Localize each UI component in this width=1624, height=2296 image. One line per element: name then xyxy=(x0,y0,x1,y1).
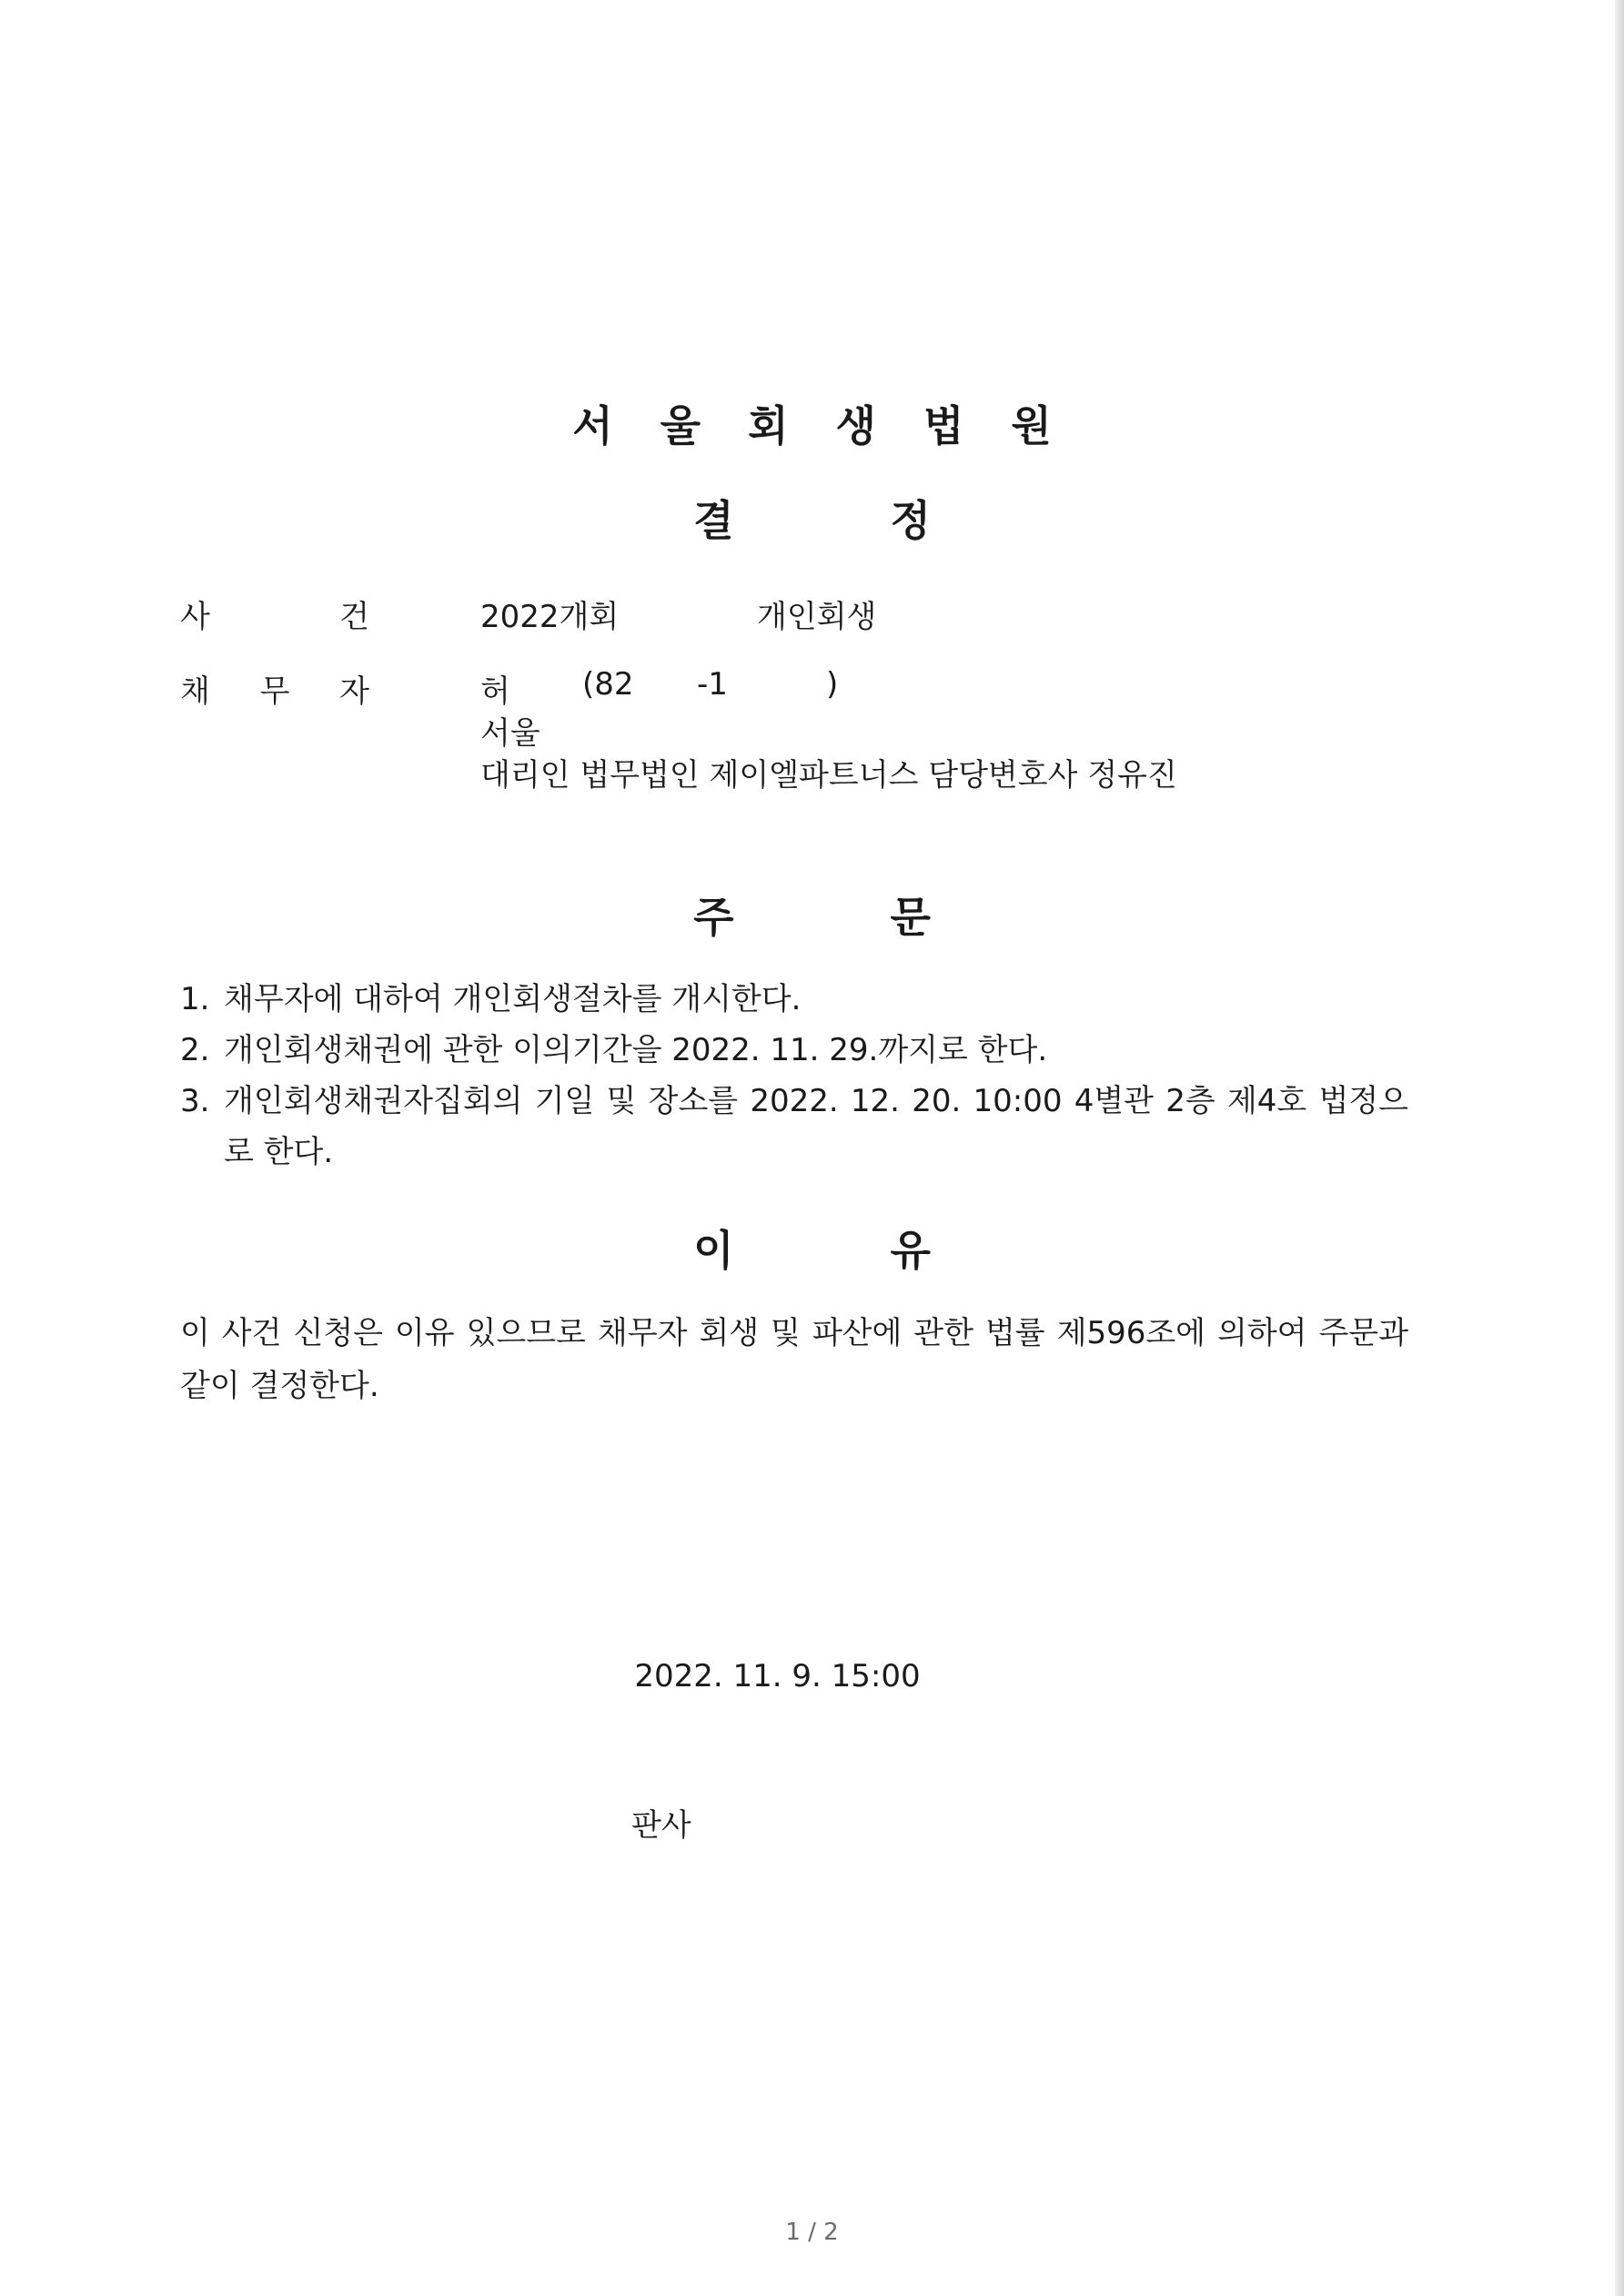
court-char: 법 xyxy=(923,401,964,450)
court-char: 울 xyxy=(660,401,701,450)
order-text: 개인회생채권에 관한 이의기간을 2022. 11. 29.까지로 한다. xyxy=(224,1032,1048,1068)
court-name xyxy=(0,393,1624,453)
heading-char: 주 xyxy=(693,893,734,942)
order-item xyxy=(180,1076,1408,1178)
decision-date: 2022. 11. 9. 15:00 xyxy=(634,1658,921,1694)
title-char: 정 xyxy=(890,496,931,545)
debtor-label xyxy=(180,666,369,711)
title-char: 결 xyxy=(693,496,734,545)
order-item xyxy=(180,974,1408,1025)
order-heading xyxy=(0,885,1624,945)
order-number: 3. xyxy=(180,1083,210,1119)
order-number: 2. xyxy=(180,1032,210,1068)
order-text: 개인회생채권자집회의 기일 및 장소를 2022. 12. 20. 10:00 4별관 2층 제4호 법정으로 한다. xyxy=(224,1083,1408,1170)
debtor-name: 허 xyxy=(480,673,510,710)
case-label-char: 사 xyxy=(180,599,210,635)
page-number: 1 / 2 xyxy=(785,2219,839,2246)
heading-char: 이 xyxy=(693,1226,734,1275)
document-title xyxy=(0,488,1624,548)
scan-edge xyxy=(1615,0,1624,2296)
court-char: 생 xyxy=(835,401,876,450)
heading-char: 유 xyxy=(890,1226,931,1275)
reason-text: 이 사건 신청은 이유 있으므로 채무자 회생 및 파산에 관한 법률 제596조에 의하여 주문과 같이 결정한다. xyxy=(180,1315,1408,1404)
case-label-char: 건 xyxy=(339,599,369,635)
reason-heading xyxy=(0,1218,1624,1278)
court-char: 서 xyxy=(572,401,613,450)
case-label xyxy=(180,592,369,636)
judge-label: 판사 xyxy=(631,1807,691,1844)
debtor-label-char: 채 xyxy=(180,673,210,710)
order-number: 1. xyxy=(180,981,210,1017)
court-char: 회 xyxy=(748,401,789,450)
order-list xyxy=(180,974,1408,1178)
debtor-label-char: 자 xyxy=(339,673,369,710)
court-char: 원 xyxy=(1011,401,1052,450)
case-type: 개인회생 xyxy=(757,599,877,635)
debtor-id-open: (82 xyxy=(582,666,634,703)
heading-char: 문 xyxy=(890,893,931,942)
debtor-id-part: -1 xyxy=(697,666,728,703)
debtor-agent: 대리인 법무법인 제이엘파트너스 담당변호사 정유진 xyxy=(480,757,1177,794)
order-item xyxy=(180,1025,1408,1076)
debtor-label-char: 무 xyxy=(259,673,290,710)
case-number: 2022개회 xyxy=(480,599,620,635)
debtor-address: 서울 xyxy=(480,715,540,752)
order-text: 채무자에 대하여 개인회생절차를 개시한다. xyxy=(224,981,802,1017)
debtor-id-close: ) xyxy=(826,666,839,703)
